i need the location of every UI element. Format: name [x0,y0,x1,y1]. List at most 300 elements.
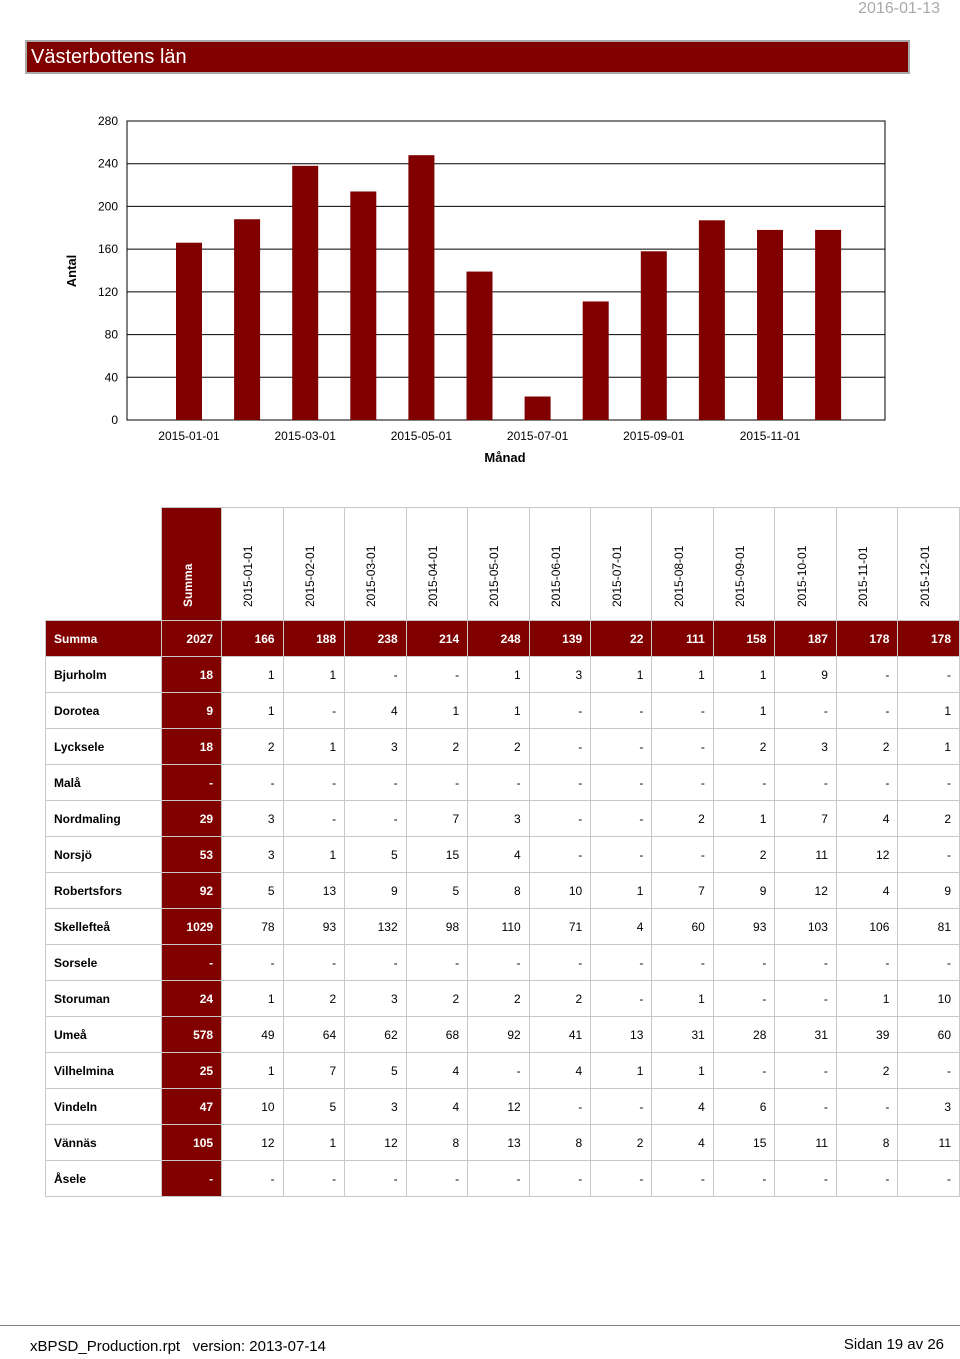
y-tick-label: 0 [111,413,118,427]
row-label: Summa [46,621,162,657]
table-cell: - [529,765,591,801]
table-cell: 93 [713,909,775,945]
table-cell: 7 [283,1053,345,1089]
x-tick-label: 2015-11-01 [739,429,801,443]
row-label: Skellefteå [46,909,162,945]
y-tick-label: 160 [97,242,118,257]
table-cell: 2 [652,801,713,837]
table-cell: - [775,945,837,981]
column-header-label: 2015-10-01 [794,545,809,607]
table-cell: - [652,765,713,801]
table-cell: - [713,765,775,801]
table-cell: 7 [406,801,468,837]
table-row [46,1161,960,1197]
bar [408,155,434,420]
table-row [46,981,960,1017]
column-header-month [468,508,530,621]
table-cell: 2 [529,981,591,1017]
bar [525,397,551,420]
table-cell: 10 [222,1089,284,1125]
table-row [46,729,960,765]
row-label: Vilhelmina [46,1053,162,1089]
table-cell: 4 [652,1089,713,1125]
row-total: 18 [162,729,222,765]
table-cell: 238 [345,621,407,657]
bar [176,243,202,420]
table-cell: - [283,765,345,801]
table-cell: - [713,981,775,1017]
row-label: Robertsfors [46,873,162,909]
table-cell: 9 [775,657,837,693]
table-cell: 4 [406,1053,468,1089]
table-row [46,1017,960,1053]
table-cell: 111 [652,621,713,657]
bar [641,251,667,420]
table-cell: 166 [222,621,284,657]
table-cell: - [652,729,713,765]
row-label: Lycksele [46,729,162,765]
table-cell: 41 [529,1017,591,1053]
table-cell: 5 [406,873,468,909]
table-cell: 178 [836,621,898,657]
bar [234,219,260,420]
table-cell: 7 [775,801,837,837]
column-header-month [652,508,713,621]
table-row [46,873,960,909]
table-cell: - [836,945,898,981]
table-cell: 110 [468,909,530,945]
table-cell: 3 [468,801,530,837]
table-cell: 5 [283,1089,345,1125]
table-cell: 12 [468,1089,530,1125]
table-cell: - [898,765,960,801]
bar [583,301,609,420]
table-cell: 4 [468,837,530,873]
table-cell: 1 [591,873,652,909]
monthly-bar-chart [0,100,960,480]
table-cell: - [775,693,837,729]
row-total: 105 [162,1125,222,1161]
table-cell: - [898,837,960,873]
table-cell: 13 [468,1125,530,1161]
table-cell: - [775,1089,837,1125]
table-cell: 71 [529,909,591,945]
table-cell: - [529,837,591,873]
table-cell: 1 [652,1053,713,1089]
table-cell: 2 [898,801,960,837]
table-cell: - [529,693,591,729]
table-cell: 8 [468,873,530,909]
table-cell: - [468,765,530,801]
table-cell: 13 [283,873,345,909]
column-header-label: 2015-09-01 [733,545,748,607]
table-cell: 1 [713,801,775,837]
table-row [46,837,960,873]
table-cell: - [652,837,713,873]
table-cell: 4 [406,1089,468,1125]
table-cell: 60 [898,1017,960,1053]
table-cell: - [529,945,591,981]
footer-page-number: Sidan 19 av 26 [843,1336,944,1353]
row-total: 29 [162,801,222,837]
table-cell: 1 [713,657,775,693]
column-header-label: 2015-05-01 [487,545,502,607]
column-header-label: 2015-04-01 [425,545,440,607]
row-total: 18 [162,657,222,693]
table-cell: - [836,1161,898,1197]
table-cell: - [406,765,468,801]
table-cell: - [283,801,345,837]
row-total: - [162,765,222,801]
bar [350,191,376,420]
table-cell: 1 [898,729,960,765]
table-cell: - [591,693,652,729]
table-cell: - [775,1053,837,1089]
row-label: Malå [46,765,162,801]
column-header-month [406,508,468,621]
table-row [46,1089,960,1125]
report-date: 2016-01-13 [858,0,940,17]
row-label: Nordmaling [46,801,162,837]
table-cell: 3 [775,729,837,765]
table-cell: - [222,1161,284,1197]
y-tick-label: 240 [97,156,118,171]
table-cell: 1 [652,981,713,1017]
table-cell: 139 [529,621,591,657]
y-tick-label: 200 [97,199,118,214]
table-cell: 2 [406,729,468,765]
table-cell: 60 [652,909,713,945]
column-header-month [898,508,960,621]
table-cell: - [713,1053,775,1089]
row-total: 53 [162,837,222,873]
table-cell: - [591,765,652,801]
table-cell: 28 [713,1017,775,1053]
table-cell: 4 [836,873,898,909]
table-cell: 2 [836,1053,898,1089]
table-cell: - [591,1089,652,1125]
table-cell: - [283,1161,345,1197]
row-label: Vindeln [46,1089,162,1125]
table-cell: 12 [836,837,898,873]
table-row [46,909,960,945]
y-axis-label: Antal [64,254,79,288]
table-cell: 158 [713,621,775,657]
table-cell: 1 [836,981,898,1017]
row-total: 9 [162,693,222,729]
table-cell: 1 [283,657,345,693]
table-cell: - [468,1161,530,1197]
table-cell: - [529,1161,591,1197]
table-cell: - [345,765,407,801]
table-cell: 62 [345,1017,407,1053]
table-cell: 3 [345,1089,407,1125]
table-cell: 31 [775,1017,837,1053]
table-cell: - [406,1161,468,1197]
table-cell: - [836,657,898,693]
table-cell: - [652,693,713,729]
table-cell: 1 [283,837,345,873]
table-cell: - [283,693,345,729]
column-header-month [345,508,407,621]
table-cell: - [591,801,652,837]
table-cell: - [222,765,284,801]
table-cell: 2 [222,729,284,765]
column-header-month [713,508,775,621]
column-header-label: 2015-08-01 [671,545,686,607]
row-total: 47 [162,1089,222,1125]
table-cell: - [222,945,284,981]
table-cell: 2 [406,981,468,1017]
row-label: Storuman [46,981,162,1017]
table-cell: 214 [406,621,468,657]
table-cell: 1 [222,981,284,1017]
table-cell: 15 [406,837,468,873]
column-header-month [222,508,284,621]
table-cell: 1 [222,1053,284,1089]
table-cell: 1 [406,693,468,729]
table-cell: - [283,945,345,981]
table-cell: 3 [222,837,284,873]
table-cell: - [529,729,591,765]
table-cell: 1 [713,693,775,729]
column-header-label: Summa [180,563,195,607]
table-cell: 4 [836,801,898,837]
table-cell: 10 [529,873,591,909]
table-cell: - [345,1161,407,1197]
table-cell: 49 [222,1017,284,1053]
table-cell: - [529,1089,591,1125]
table-cell: - [775,1161,837,1197]
table-cell: 12 [775,873,837,909]
table-cell: - [406,657,468,693]
row-label: Sorsele [46,945,162,981]
table-row [46,765,960,801]
table-cell: - [468,1053,530,1089]
table-cell: 1 [652,657,713,693]
table-cell: 5 [345,837,407,873]
table-cell: 81 [898,909,960,945]
table-cell: 1 [468,657,530,693]
table-cell: 11 [775,837,837,873]
row-label: Åsele [46,1161,162,1197]
table-cell: 132 [345,909,407,945]
table-row [46,657,960,693]
table-cell: 8 [529,1125,591,1161]
table-cell: 64 [283,1017,345,1053]
table-cell: 8 [836,1125,898,1161]
x-tick-label: 2015-01-01 [158,429,220,443]
table-cell: - [468,945,530,981]
table-row [46,1125,960,1161]
table-cell: - [836,693,898,729]
table-cell: 11 [898,1125,960,1161]
table-cell: 3 [345,729,407,765]
table-cell: 3 [345,981,407,1017]
table-cell: 1 [591,1053,652,1089]
table-cell: 1 [283,1125,345,1161]
column-header-label: 2015-12-01 [917,545,932,607]
row-label: Bjurholm [46,657,162,693]
table-cell: 22 [591,621,652,657]
x-tick-label: 2015-09-01 [623,429,685,443]
row-total: 578 [162,1017,222,1053]
table-cell: 4 [345,693,407,729]
table-cell: - [345,945,407,981]
table-cell: 5 [222,873,284,909]
row-label: Norsjö [46,837,162,873]
y-tick-label: 280 [97,114,118,128]
monthly-count-table [45,507,960,1197]
table-cell: 1 [591,657,652,693]
row-total: 2027 [162,621,222,657]
table-cell: 4 [529,1053,591,1089]
table-cell: 12 [345,1125,407,1161]
table-cell: 2 [283,981,345,1017]
table-cell: 187 [775,621,837,657]
table-cell: 78 [222,909,284,945]
footer-report-info: xBPSD_Production.rpt version: 2013-07-14 [30,1338,326,1355]
table-cell: 2 [468,729,530,765]
column-header-label: 2015-01-01 [241,545,256,607]
table-cell: - [591,1161,652,1197]
table-row [46,801,960,837]
table-cell: 178 [898,621,960,657]
table-cell: 1 [283,729,345,765]
table-cell: 9 [898,873,960,909]
row-total: - [162,945,222,981]
bar [699,220,725,420]
table-cell: - [836,765,898,801]
column-header-summa [162,508,222,621]
table-cell: 1 [468,693,530,729]
column-header-label: 2015-06-01 [548,545,563,607]
column-header-month [775,508,837,621]
bar [467,272,493,420]
region-title-bar [25,40,910,74]
table-cell: 1 [222,693,284,729]
table-cell: - [529,801,591,837]
row-total: - [162,1161,222,1197]
footer-divider [0,1325,960,1326]
column-header-month [591,508,652,621]
row-total: 24 [162,981,222,1017]
row-label: Dorotea [46,693,162,729]
table-row [46,1053,960,1089]
table-cell: - [898,1053,960,1089]
table-cell: - [713,1161,775,1197]
region-title: Västerbottens län [31,46,187,68]
table-cell: 13 [591,1017,652,1053]
table-cell: - [898,657,960,693]
table-cell: 2 [591,1125,652,1161]
table-cell: - [591,729,652,765]
table-cell: 2 [713,837,775,873]
x-axis-label: Månad [484,450,526,465]
table-cell: - [406,945,468,981]
table-cell: 93 [283,909,345,945]
table-header-row [46,508,960,621]
table-cell: - [591,945,652,981]
table-cell: - [775,981,837,1017]
table-cell: - [836,1089,898,1125]
table-cell: 12 [222,1125,284,1161]
table-cell: 7 [652,873,713,909]
column-header-label: 2015-02-01 [302,545,317,607]
y-tick-label: 40 [104,370,118,385]
table-cell: 2 [713,729,775,765]
sum-row [46,621,960,657]
table-cell: 92 [468,1017,530,1053]
table-cell: 11 [775,1125,837,1161]
table-cell: 3 [529,657,591,693]
table-cell: 9 [713,873,775,909]
table-cell: 98 [406,909,468,945]
table-cell: 4 [591,909,652,945]
table-cell: 103 [775,909,837,945]
x-tick-label: 2015-05-01 [390,429,453,443]
row-label: Umeå [46,1017,162,1053]
corner-cell [46,508,162,621]
table-cell: 31 [652,1017,713,1053]
bar [292,166,318,420]
row-label: Vännäs [46,1125,162,1161]
table-row [46,693,960,729]
x-tick-label: 2015-03-01 [274,429,336,443]
table-cell: 5 [345,1053,407,1089]
column-header-label: 2015-11-01 [856,546,871,607]
table-cell: - [345,657,407,693]
table-cell: 4 [652,1125,713,1161]
row-total: 92 [162,873,222,909]
table-row [46,945,960,981]
y-tick-label: 80 [104,327,118,342]
bar [815,230,841,420]
table-cell: 106 [836,909,898,945]
table-cell: - [591,981,652,1017]
table-cell: 9 [345,873,407,909]
table-cell: - [898,1161,960,1197]
column-header-month [836,508,898,621]
table-cell: 2 [836,729,898,765]
column-header-label: 2015-03-01 [364,545,379,607]
table-cell: - [652,1161,713,1197]
table-cell: 3 [898,1089,960,1125]
table-cell: - [652,945,713,981]
table-cell: 188 [283,621,345,657]
table-cell: 10 [898,981,960,1017]
table-cell: 68 [406,1017,468,1053]
y-tick-label: 120 [97,284,118,299]
row-total: 1029 [162,909,222,945]
table-cell: 1 [222,657,284,693]
table-cell: 248 [468,621,530,657]
table-cell: - [775,765,837,801]
table-cell: 6 [713,1089,775,1125]
table-cell: 2 [468,981,530,1017]
table-cell: 39 [836,1017,898,1053]
table-cell: - [345,801,407,837]
table-cell: 1 [898,693,960,729]
row-total: 25 [162,1053,222,1089]
table-cell: 3 [222,801,284,837]
column-header-month [529,508,591,621]
table-cell: - [713,945,775,981]
table-cell: 8 [406,1125,468,1161]
table-cell: - [898,945,960,981]
x-tick-label: 2015-07-01 [506,429,569,443]
column-header-month [283,508,345,621]
